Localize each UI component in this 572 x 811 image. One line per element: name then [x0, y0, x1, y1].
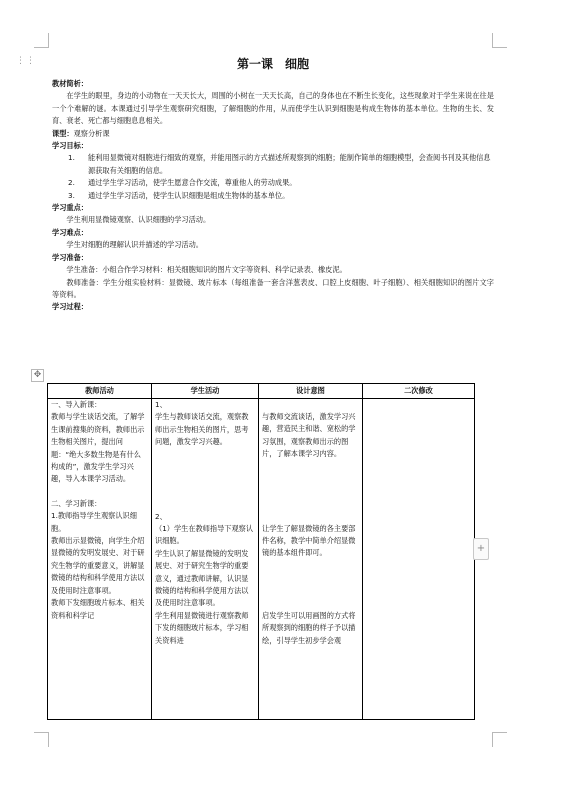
goal-number: 2.: [68, 178, 75, 188]
intent-microscope-text: 让学生了解显微镜的各主要部件名称，教学中简单介绍显微镜的基本组件即可。: [262, 523, 356, 558]
key-heading: 学习重点：: [52, 203, 88, 213]
goal-item: [52, 190, 494, 202]
goals-list: [52, 152, 494, 202]
student-step-1-num: 1、: [155, 400, 167, 409]
teacher-intro-text: 教师与学生谈话交流，了解学生课前搜集的资料，教师出示生物相关图片，提出问题：“绝大多数生物是有什么构成的”，激发学生学习兴趣，导入本课学习活动。: [51, 412, 145, 484]
teacher-slides-text: 教师下发细胞玻片标本、相关资料和科学记: [51, 598, 145, 620]
student-microscope-text: 学生认识了解显微镜的发明发展史、对于研究生物学的重要意义，通过教师讲解，认识显微镜的结构和科学使用方法以及使用时注意事项。: [155, 548, 249, 608]
revision-cell[interactable]: [363, 399, 475, 720]
student-step-1-text: 学生与教师谈话交流，观察教师出示生物相关的图片，思考问题，激发学习兴趣。: [155, 412, 249, 447]
table-header-row: [48, 384, 475, 399]
header-teacher-activity: 教师活动: [48, 384, 152, 399]
student-activity-cell[interactable]: [152, 399, 259, 720]
prep-student-text: 学生准备：小组合作学习材料：相关细胞知识的图片文字等资料、科学记录表、橡皮泥。: [66, 265, 347, 275]
teacher-activity-cell[interactable]: [48, 399, 152, 720]
difficulty-heading: 学习难点：: [52, 227, 88, 237]
process-heading: 学习过程：: [52, 302, 88, 312]
student-step-2-heading: （1）学生在教师指导下观察认识细胞。: [155, 524, 254, 546]
key-text: 学生利用显微镜观察、认识细胞的学习活动。: [66, 215, 211, 225]
header-revision: 二次修改: [363, 384, 475, 399]
table-row: [48, 399, 475, 720]
difficulty-text: 学生对细胞的理解认识并描述的学习活动。: [66, 240, 203, 250]
goal-text: 通过学生学习活动，使学生愿意合作交流，尊重他人的劳动成果。: [88, 178, 297, 188]
prep-heading: 学习准备：: [52, 252, 88, 262]
crop-mark-top-left: [34, 33, 49, 48]
goal-text: 能利用显微镜对细胞进行细致的观察，并能用图示的方式描述所观察到的细胞；能制作简单的细胞模型，会查阅书刊及其他信息源获取有关细胞的信息。: [88, 153, 491, 175]
paragraph-drag-handle-icon[interactable]: ⋮⋮: [16, 56, 36, 66]
page-title: 第一课 细胞: [236, 57, 309, 71]
crop-mark-bottom-left: [34, 732, 49, 747]
header-design-intent: 设计意图: [259, 384, 363, 399]
materials-heading: 教材简析：: [52, 79, 88, 88]
lesson-type-value: 观察分析课: [73, 128, 110, 138]
design-intent-cell[interactable]: [259, 399, 363, 720]
materials-text: 在学生的眼里，身边的小动物在一天天长大，周围的小树在一天天长高，自己的身体也在不断生长变化，这些现象对于学生来说在往是一个个难解的谜。本课通过引导学生观察研究细胞，了解细胞的作用，从而使学生认识到细胞是构成生物体的基本单位。生物的生长、发育、衰老、死亡都与细胞息息相关。: [52, 91, 494, 126]
intent-intro-text: 与教师交流谈话，激发学习兴趣，营造民主和谐、宽松的学习氛围，观察教师出示的图片，了解本课学习内容。: [262, 412, 356, 459]
teacher-intro-heading: 一、导入新课：: [51, 400, 102, 409]
teacher-step-1: 1.教师指导学生观察认识细胞。: [51, 511, 137, 533]
lesson-type: [52, 128, 494, 140]
add-column-button[interactable]: +: [473, 538, 489, 560]
document-body: [52, 56, 494, 314]
lesson-process-table: [47, 383, 475, 720]
goal-item: [52, 152, 494, 177]
goals-heading: 学习目标：: [52, 141, 88, 151]
goal-text: 通过学生学习活动，使学生认识细胞是组成生物体的基本单位。: [88, 190, 290, 200]
goal-number: 1.: [68, 153, 75, 163]
table-move-handle-icon[interactable]: ✥: [31, 369, 44, 382]
goal-item: [52, 177, 494, 189]
crop-mark-top-right: [492, 33, 507, 48]
student-step-2-num: 2、: [155, 511, 167, 521]
student-observe-text: 学生利用显微镜进行观察教师下发的细胞玻片标本，学习相关资料进: [155, 610, 249, 645]
intent-drawing-text: 启发学生可以用画图的方式将所观察到的细胞的样子予以描绘，引导学生初步学会观: [262, 610, 356, 645]
crop-mark-bottom-right: [492, 732, 507, 747]
teacher-new-lesson-heading: 二、学习新课：: [51, 498, 102, 508]
teacher-microscope-text: 教师出示显微镜，向学生介绍显微镜的发明发展史、对于研究生物学的重要意义，讲解显微镜的结构和科学使用方法以及使用时注意事项。: [51, 536, 145, 595]
goal-number: 3.: [68, 190, 75, 200]
header-student-activity: 学生活动: [152, 384, 259, 399]
prep-teacher-text: 教师准备：学生分组实验材料：显微镜、玻片标本（每组准备一套含洋葱表皮、口腔上皮细胞、叶子细胞）、相关细胞知识的图片文字等资料。: [52, 277, 494, 299]
lesson-type-label: 课型：: [52, 128, 74, 138]
